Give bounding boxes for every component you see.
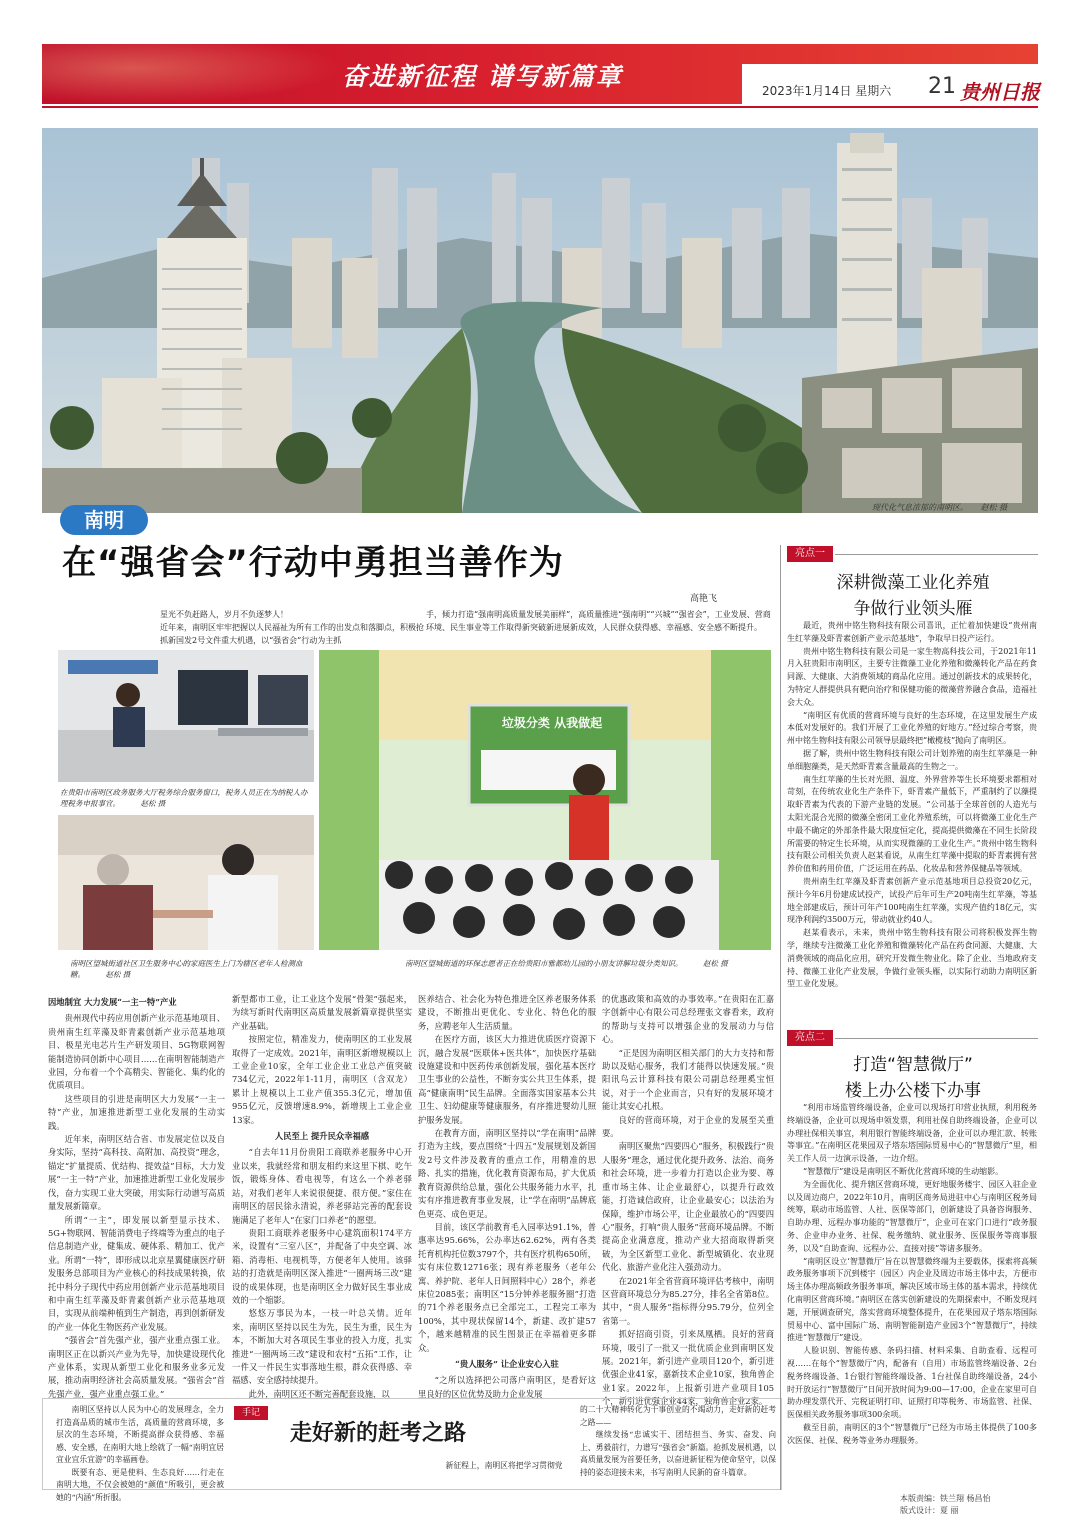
region-tag: 南明 [60,505,148,535]
photo-garbage-class [319,650,771,950]
article-author: 高艳飞 [690,594,718,604]
board-title: 垃圾分类 从我做起 [501,716,603,730]
col4-para: “正是因为南明区相关部门的大力支持和帮助以及贴心服务，我们才能得以快速发展。”贵阳讯鸟云计算科技有限公司副总经理奚宝恒说，对于一个企业而言，只有好的发展环境才能让其安心扎根。 [602,1047,774,1112]
highlight2-para: 人脸识别、智能传感、条码扫描、材料采集、自助查看、远程可视……在每个“智慧微厅”内，配备有（自用）市场监管终端设备、2台税务终端设备、1台银行智能终端设备、1台社保自助终端设备，24小时开放运行“智慧微厅”日间开放时间为9:00—17:00，企业在家里可自助办理发票代开、完税证明打印、证照打印等税务、市场监管、社保、医保相关政务服务事项300余项。 [787,1346,1037,1420]
highlight2-para: “利用市场监管终端设备，企业可以现场打印营业执照，利用税务终端设备，企业可以现场申领发票，利用社保自助终端设备，企业可以办理社保相关事宜，利用银行智能终端设备，企业可以办理汇款、转账等事宜。”在南明区花果园双子塔东塔国际贸易中心的“智慧微厅”里，相关工作人员一边演示设备，一边介绍。 [787,1103,1037,1164]
photo-class-credit: 赵松 摄 [702,959,728,968]
col1-para: 贵州现代中药应用创新产业示范基地项目、贵州南生红苹藻及虾青素创新产业示范基地项目、极星光电芯片生产研发项目、5G物联网智能制造协同创新中心项目……在南明智能制造产业园，分布着一个个高精尖、智能化、集约化的优质项目。 [48,1013,225,1091]
body-column-3 [418,993,596,1399]
footer-title: 走好新的赶考之路 [290,1421,467,1446]
col1-para: “强省会”首先强产业，强产业重点强工业。南明区正在以新兴产业为先导，加快建设现代化产业体系，实现从新型工业化和服务业多元发展，推动南明经济社会高质量发展。“强省会”首先强产业，强产业重点强工业。” [48,1335,225,1399]
highlight-tag-1: 亮点一 [787,546,833,562]
editor-credits: 本版责编：铁兰翔 杨昌怡 版式设计：夏 丽 [900,1494,991,1515]
highlight1-para: 贵州中铭生物科技有限公司是一家生物高科技公司，于2021年11月入驻贵阳市南明区，主要专注微藻工业化养殖和微藻转化产品在药食同源、大健康、大消费领域的商品化应用。通过创新技术的成果转化，为特定人群提供具有靶向治疗和保健功能的微藻营养融合食品，造福社会大众。 [787,646,1037,707]
photo-doctor-caption [70,958,312,980]
header-rule [42,106,1038,108]
col2-para: 悠悠万事民为本，一枝一叶总关情。近年来，南明区坚持以民生为先，民生为重，民生为本，不断加大对各项民生事业的投入力度，扎实推进“一圈两场三改”建设和农村“五拓”工作，让一件又一件民生实事落地生根，群众获得感、幸福感、安全感持续提升。 [232,1308,412,1386]
footer-col-1 [56,1404,224,1502]
home-doctor-illustration [58,815,314,950]
footer-para: 继续发扬“忠诚实干、团结担当、务实、奋发、向上、勇毅前行，力谱写“强省会”新篇。抢抓发展机遇，以高质量发展为首要任务，以奋进新征程为使命坚守，以保持的姿态迎接未来，书写南明人民新的奋斗篇章。 [580,1430,776,1477]
highlight1-para: “南明区有优质的营商环境与良好的生态环境，在这里发展生产成本低对发展好的。我们开展了工业化养殖的好地方。”经过综合考察，贵州中铭生物科技有限公司领导层最终把“橄榄枝”抛向了南明区。 [787,710,1037,746]
highlight1-para: 据了解，贵州中铭生物科技有限公司计划养殖的南生红苹藻是一种单细胞藻类，是天然虾青素含量最高的生物之一。 [787,748,1037,771]
photo-home-doctor [58,815,314,950]
issue-date: 2023年1月14日 星期六 [762,84,892,98]
col3-para: 在医疗方面，该区大力推进优质医疗资源下沉，融合发展“医联体+医共体”，加快医疗基础设施建设和中医药传承创新发展，强化基本医疗卫生事业的公益性，不断夯实公共卫生体系，提高“健康南明”民生品牌。全面落实国家基本公共卫生、妇幼健康等健康服务，有序推进婴幼儿照护服务发展。 [418,1034,596,1125]
page-number: 21 [928,74,956,99]
footer-col-2-tail [430,1460,570,1484]
col4-para: 抓好招商引资，引来凤凰栖。良好的营商环境，吸引了一批又一批优质企业到南明区发展。2021年，新引进产业项目120个，新引进优强企业41家，嘉新技术企业10家，独角兽企业1家。2022年，上报新引进产业项目105个，新引进优强企业44家，独角兽企业2家。 [602,1329,774,1407]
hero-caption [872,502,1007,513]
col4-para: 的优惠政策和高效的办事效率。”在贵阳在汇嘉字创新中心有限公司总经理张文睿看来，政府的帮助与支持可以增强企业的发展动力与信心。 [602,994,774,1045]
col2-para: 按照定位，精准发力，使南明区的工业发展取得了一定成效。2021年，南明区新增规模以上工业企业10家，全年工业企业工业总产值突破734亿元，2022年1-11月，南明区（含双龙）累计上规模以上工业产值355.3亿元，增加值955亿元，反馈增速8.9%，新增规上工业企业13家。 [232,1034,412,1125]
highlight-body-1 [787,620,1037,1025]
highlight-title-1a: 深耕微藻工业化养殖 [836,573,990,593]
hero-photo-cityscape [42,128,1038,513]
photo-tax-caption-text: 在贵阳市南明区政务服务大厅税务综合服务窗口，税务人员正在为纳税人办理税务申报事宜。 [60,788,308,808]
col1-para: 近年来，南明区结合省、市发展定位以及自身实际，坚持“高科技、高附加、高投资”理念，锚定“扩量提质、优结构、提效益”目标，大力发展“一主一特”产业，加速推进新型工业化发展步伐，奋力实现工业大突破，用实际行动谱写高质量发展新篇章。 [48,1134,225,1212]
article-headline: 在“强省会”行动中勇担当善作为 [62,543,564,583]
hero-caption-text: 现代化气息浓郁的南明区。 [872,503,968,512]
highlight2-para: “南明区设立‘智慧微厅’旨在以智慧微终端为主要载体，探索将高频政务服务事项下沉到楼宇（园区）内企业及周边市场主体中去，方便市场主体办理高频政务服务事项，解决区域市场主体的基本需求，持续优化南明区营商环境。”南明区在落实创新建设的先期探索中，不断发现问题，开展调查研究，落实营商环境整体提升，在花果园双子塔东塔国际贸易中心、富中国际广场、南明智能制造产业园3个“智慧微厅”，持续推进“智慧微厅”建设。 [787,1256,1037,1343]
body-column-2 [232,993,412,1399]
highlight-tag-2: 亮点二 [787,1030,833,1046]
photo-doctor-caption-text: 南明区望城街道社区卫生服务中心的家庭医生上门为辖区老年人检测血糖。 [70,959,303,979]
col3-para: 在教育方面，南明区坚持以“学在南明”品牌打造为主线，要点围绕“十四五”发展规划及新国发2号文件涉及教育的重点工作，用精准的思路、扎实的措施，优化教育资源布局，扩大优质教育资源供给总量，强化公共服务能力水平，扎实有序推进教育事业发展，让“学在南明”品牌底色更亮、成色更足。 [418,1128,596,1219]
col2-para: 贵阳工商联养老服务中心建筑面积174平方米，设置有“三室八区”，并配备了中央空调、冰箱、消毒柜、电视机等，方便老年人使用。该驿站的打造就是南明区深入推进“一圈两场三改”建设的成果体现，也是南明区全力做好民生事业成效的一个缩影。 [232,1227,412,1305]
col4-para: 良好的营商环境，对于企业的发展至关重要。 [602,1114,774,1139]
photo-doctor-credit: 赵松 摄 [105,970,131,979]
photo-tax-office [58,650,314,782]
footer-para: 新征程上，南明区将把学习贯彻党 [445,1461,563,1470]
lead-left: 星光不负赶路人，岁月不负逐梦人！ 近年来，南明区牢牢把握以人民福祉为所有工作的出发点和落脚点，积极抢抓新国发2号文件重大机遇，以“强省会”行动为主抓 [160,610,424,645]
col2-subhead: 人民至上 提升民众幸福感 [274,1131,370,1142]
tax-office-illustration [58,650,314,782]
footer-tag: 手记 [234,1406,268,1420]
highlight-rule-2 [835,1038,1038,1039]
highlight-rule-1 [835,554,1038,555]
col3-subhead: “贵人服务” 让企业安心入驻 [455,1358,559,1369]
photo-class-caption-text: 南明区望城街道的环保志愿者正在给贵阳市雅都幼儿园的小朋友讲解垃圾分类知识。 [405,959,683,968]
col3-para: 医养结合、社会化为特色推进全区养老服务体系建设，不断推出更优化、专业化、特色化的服务，应聘老年人生活质量。 [418,994,596,1031]
sidebar-divider [780,545,781,1490]
highlight1-para: 赵某看表示，未来，贵州中铭生物科技有限公司将积极发挥生物学，继续专注微藻工业化养殖和微藻转化产品在药食同源、大健康、大消费领域的商品化应用，研究开发微生物业化。除了企业、当地政府支持、微藻工业化产业发展，争做行业领头雁，以实际行动助力南明区新型工业化发展。 [787,928,1037,989]
photo-tax-caption [60,787,314,809]
body-column-1 [48,993,225,1399]
col2-para: “自去年11月份贵阳工商联养老服务中心开业以来，我就经常和朋友相约来这里下棋、吃午饭，锻炼身体、看电视等，有这么一个养老驿站，对我们老年人来说很便捷、很方便。”家住在南明区的居民徐永清说，养老驿站完善的配套设施满足了老年人“在家门口养老”的愿望。 [232,1147,412,1225]
highlight1-para: 最近，贵州中铭生物科技有限公司喜讯，正忙着加快建设“贵州南生红苹藻及虾青素创新产业示范基地”，争取早日投产运行。 [787,621,1037,643]
col1-para: 这些项目的引进是南明区大力发展“一主一特”产业，加速推进新型工业化发展的生动实践。 [48,1093,225,1131]
highlight-body-2 [787,1102,1037,1487]
photo-tax-credit: 赵松 摄 [140,799,166,808]
col3-para: “之所以选择把公司落户南明区，是看好这里良好的区位优势及助力企业发展 [418,1375,596,1399]
col2-para: 新型都市工业，让工业这个发展“骨架”强起来，为续写新时代南明区高质量发展新篇章提供坚实产业基础。 [232,994,412,1031]
lead-right: 手，倾力打造“强南明高质量发展美丽样”，高质量推进“强南明”“兴城”“强省会”，工业发展、营商环境、民生事业等工作取得新突破新进展新成效，人民群众获得感、幸福感、安全感不断提升。 [426,610,771,632]
col2-para: 此外，南明区还不断完善配套设施，以 [248,1388,390,1399]
body-column-4 [602,993,774,1407]
newspaper-name: 贵州日报 [960,80,1040,104]
footer-para: 南明区坚持以人民为中心的发展理念，全力打造高品质的城市生活，高质量的营商环境，多层次的生态环境，不断提高群众获得感、幸福感、安全感，在南明大地上绘就了一幅“南明宜居宜业宜乐宜游”的幸福画卷。 [56,1405,224,1464]
col3-para: 目前，该区学前教育毛入园率达91.1%，普惠率达95.66%，公办率达62.62%，两有各类托育机构托位数3797个，共有医疗机构650所，实有床位数12716张；现有养老服务（老年公寓、养护院、老年人日间照料中心）28个，养老床位2085张；南明区“15分钟养老服务圈”打造的71个养老服务点已全部完工，工程完工率为100%，其中现状保留14个，新建、改扩建57个，越来越精准的民生图景正在幸福着更多群众。 [418,1221,596,1353]
hero-credit: 赵松 摄 [980,503,1008,512]
highlight2-para: 为全面优化、提升辖区营商环境，更好地服务楼宇、园区入驻企业以及周边商户，2022年10月，南明区商务局进驻中心与南明区税务局统筹，联动市场监管、人社、医保等部门，创新建设了具备咨询服务、自助办理、远程办事功能的“智慧微厅”，企业可在家门口进行“政务服务、企业申办业务、社保、税务缴纳、就业服务、医保服务等商事服务，以及“自助查询、远程办公、直接对接”等诸多服务。 [787,1179,1037,1253]
highlight1-para: 南生红苹藻的生长对光照、温度、外界营养等生长环境要求都相对苛刻，在传统农业化生产条件下，虾青素产量低下，严重制约了以藻提取虾青素为代表的下游产业链的发展。“公司基于全球首创的人造光与太阳光混合光照的微藻全密闭工业化养殖系统，可以将微藻工业化生产中最不确定的外部条件最大限度恒定化，提高提供微藻在不同生长阶段所需要的特定生长环境，从而实现微藻的工业化生产。”贵州中铭生物科技有限公司相关负责人赵某看说，从南生红苹藻中提取的虾青素拥有营养价值和药用价值，广泛运用在药品、化妆品和营养保健品等领域。 [787,774,1037,874]
classroom-illustration [319,650,771,950]
footer-col-3 [580,1404,776,1486]
col1-para: 所谓“一主”，即发展以新型显示技术、5G+物联网、智能消费电子终端等为重点的电子信息制造产业，健集成、硬体系、精加工、优产业。所谓“一特”，即形成以北京星翼健康医疗研发服务总部项目为产业核心的科技成果转换，依托中科分子现代中药应用创新产业示范基地项目和中南生红苹藻及虾青素创新产业示范基地项目，实现从前端种植到生产制造，再到创新研发的产业一体化生物医药产业发展。 [48,1214,225,1332]
highlight1-para: 贵州南生红苹藻及虾青素创新产业示范基地项目总投资20亿元，预计今年6月份建成试投产，试投产后年可生产20吨南生红苹藻，等基地全部建成后，预计可年产100吨南生红苹藻，实现产值约18亿元，实现净利润约3500万元，带动就业约40人。 [787,876,1037,925]
highlight-title-2b: 楼上办公楼下办事 [845,1081,981,1101]
photo-class-caption [405,958,771,969]
highlight2-para: 截至目前，南明区的3个“智慧微厅”已经为市场主体提供了100多次医保、社保、税务等业务办理服务。 [787,1422,1037,1445]
footer-para: 的二十大精神转化为干事创业的不竭动力，走好新的赶考之路—— [580,1405,776,1427]
footer-para: 既要有态、更是使料、生态良好……行走在南明大地，不仅会被她的“颜值”所吸引，更会被她的“内涵”所折服。 [56,1467,224,1502]
cityscape-illustration [42,128,1038,513]
col4-para: 南明区聚焦“四要四心”服务，积极践行“贵人服务”理念，通过优化提升政务、法治、商务和社会环境，进一步着力打造以企业为要、尊重市场主体、让企业最舒心，以提升行政效能，打造诚信政府，让企业最安心；以法治为保障，维护市场公平，让企业最放心的“四要四心”服务，打响“贵人服务”营商环境品牌。不断提高企业满意度，推动产业大招商取得新突破，为全区新型工业化、新型城镇化、农业现代化、旅游产业化注入强劲动力。 [602,1141,774,1273]
highlight-title-1b: 争做行业领头雁 [853,599,973,619]
banner-glow [42,44,342,104]
highlight-title-2a: 打造“智慧微厅” [853,1055,973,1075]
banner-slogan: 奋进新征程 谱写新篇章 [342,62,623,91]
col4-para: 在2021年全省营商环境评估考核中，南明区营商环境总分为85.27分，排名全省第8位。其中，“贵人服务”指标得分95.79分，位列全省第一。 [602,1275,774,1326]
highlight2-para: “智慧微厅”建设是南明区不断优化营商环境的生动缩影。 [803,1166,1004,1176]
col1-subhead: 因地制宜 大力发展“一主一特”产业 [48,997,177,1007]
